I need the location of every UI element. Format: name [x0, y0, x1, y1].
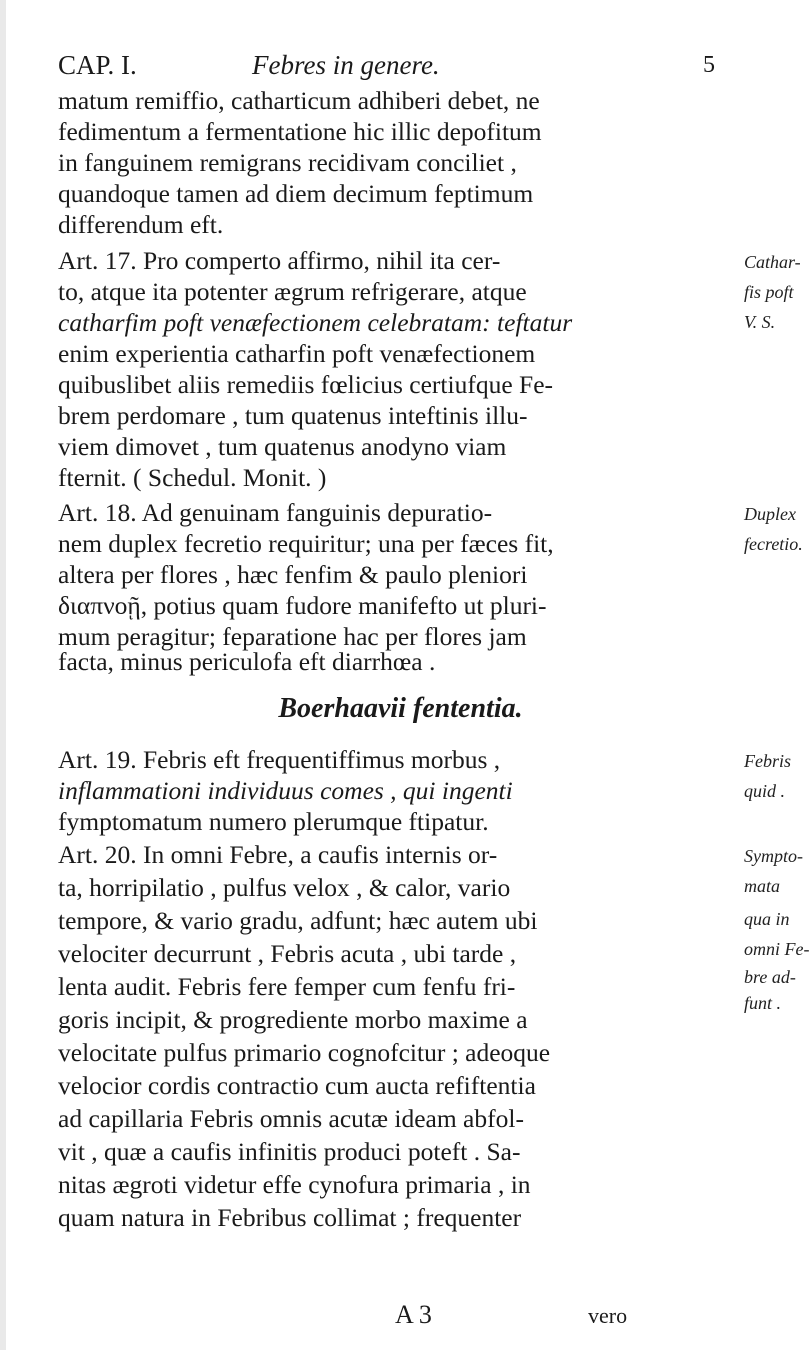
text-line: velociter decurrunt , Febris acuta , ubi tarde , [58, 939, 517, 968]
text-line: Art. 20. In omni Febre, a caufis internis or- [58, 840, 498, 869]
text-line: differendum eft. [58, 210, 224, 239]
text-line: nem duplex fecretio requiritur; una per fæces fit, [58, 529, 554, 558]
text-line: altera per flores , hæc fenfim & paulo pleniori [58, 560, 528, 589]
text-line: ad capillaria Febris omnis acutæ ideam abfol- [58, 1104, 524, 1133]
margin-note: qua in [744, 909, 790, 929]
text-line: Art. 17. Pro comperto affirmo, nihil ita cer- [58, 246, 501, 275]
text-line: catharfim poft venæfectionem celebratam: teftatur [58, 308, 573, 337]
running-title: Febres in genere. [252, 50, 440, 80]
text-line: velocitate pulfus primario cognofcitur ; adeoque [58, 1038, 551, 1067]
margin-note: omni Fe- [744, 939, 809, 959]
text-line: in fanguinem remigrans recidivam conciliet , [58, 148, 517, 177]
text-line: facta, minus periculofa eft diarrhœa . [58, 647, 436, 676]
text-line: mum peragitur; feparatione hac per flores jam [58, 622, 527, 651]
text-line: viem dimovet , tum quatenus anodyno viam [58, 432, 507, 461]
text-line: fedimentum a fermentatione hic illic depofitum [58, 117, 542, 146]
text-line: Art. 18. Ad genuinam fanguinis depuratio- [58, 498, 493, 527]
chapter-heading: CAP. I. [58, 50, 137, 80]
text-line: inflammationi individuus comes , qui ingenti [58, 776, 513, 805]
text-line: lenta audit. Febris fere femper cum fenfu fri- [58, 972, 516, 1001]
text-line: tempore, & vario gradu, adfunt; hæc autem ubi [58, 906, 538, 935]
text-line: enim experientia catharfin poft venæfectionem [58, 339, 536, 368]
margin-note: mata [744, 876, 780, 896]
text-line: quam natura in Febribus collimat ; frequenter [58, 1203, 522, 1232]
section-heading: Boerhaavii fententia. [278, 693, 523, 724]
text-line: matum remiffio, catharticum adhiberi debet, ne [58, 86, 540, 115]
margin-note: funt . [744, 993, 782, 1013]
text-line: brem perdomare , tum quatenus inteftinis illu- [58, 401, 528, 430]
text-line: velocior cordis contractio cum aucta refiftentia [58, 1071, 536, 1100]
text-line: goris incipit, & progrediente morbo maxime a [58, 1005, 528, 1034]
margin-note: fis poft [744, 282, 794, 302]
margin-note: Sympto- [744, 846, 803, 866]
text-line: to, atque ita potenter ægrum refrigerare, atque [58, 277, 527, 306]
margin-note: Duplex [744, 504, 796, 524]
margin-note: Cathar- [744, 252, 801, 272]
catchword: vero [588, 1303, 628, 1328]
text-line: quandoque tamen ad diem decimum feptimum [58, 179, 534, 208]
text-line: quibuslibet aliis remediis fœlicius certiufque Fe- [58, 370, 554, 399]
signature-mark: A 3 [395, 1300, 432, 1329]
page-edge-shadow [0, 0, 6, 1350]
text-line: fternit. ( Schedul. Monit. ) [58, 463, 327, 492]
margin-note: fecretio. [744, 534, 803, 554]
text-line: fymptomatum numero plerumque ftipatur. [58, 807, 489, 836]
text-line: διαπνοῇ, potius quam fudore manifefto ut pluri- [58, 591, 547, 620]
page-number: 5 [703, 52, 715, 78]
text-line: ta, horripilatio , pulfus velox , & calor, vario [58, 873, 511, 902]
margin-note: quid . [744, 781, 786, 801]
text-line: Art. 19. Febris eft frequentiffimus morbus , [58, 745, 501, 774]
text-line: nitas ægroti videtur effe cynofura primaria , in [58, 1170, 531, 1199]
margin-note: bre ad- [744, 967, 796, 987]
margin-note: Febris [744, 751, 791, 771]
text-line: vit , quæ a caufis infinitis produci poteft . Sa- [58, 1137, 521, 1166]
margin-note: V. S. [744, 312, 776, 332]
